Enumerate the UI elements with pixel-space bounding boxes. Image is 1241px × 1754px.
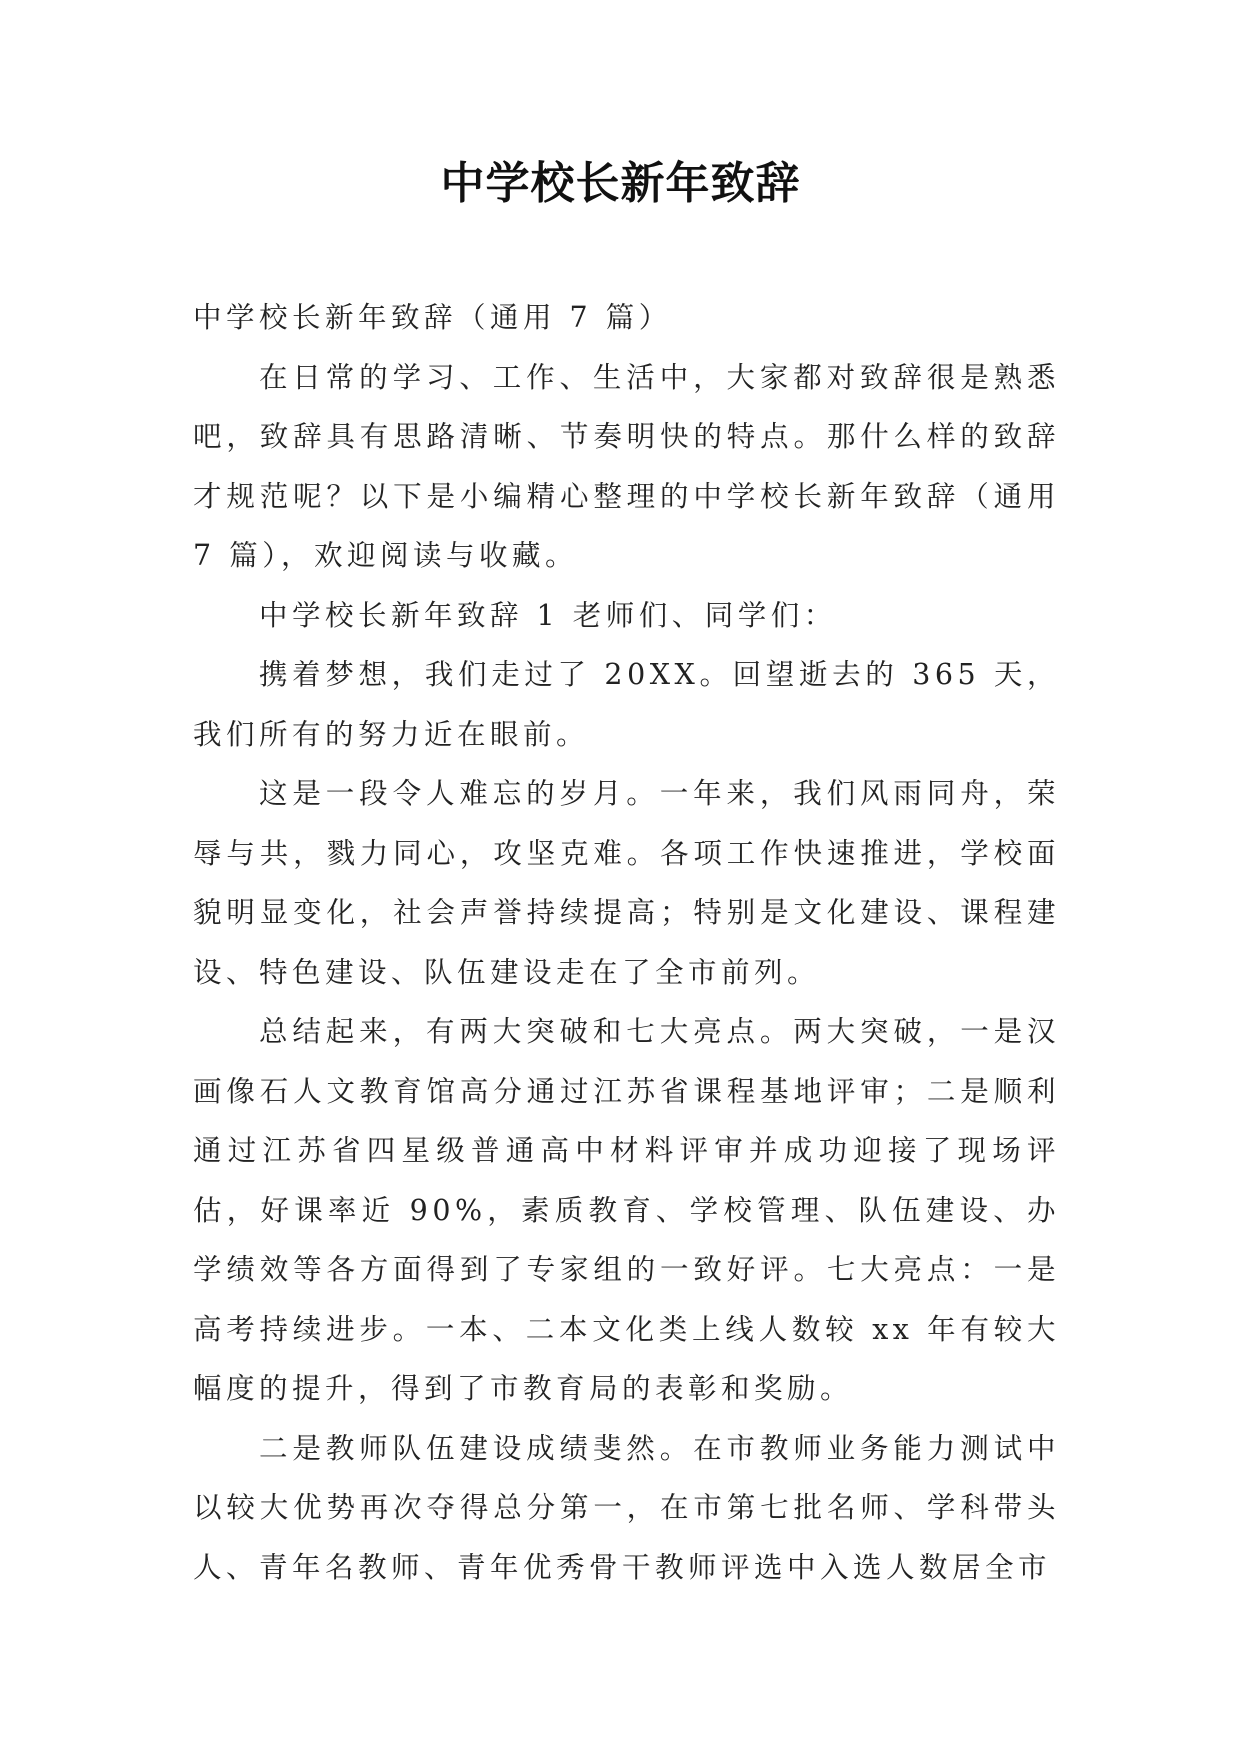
paragraph: 二是教师队伍建设成绩斐然。在市教师业务能力测试中以较大优势再次夺得总分第一，在市第七批名师、学科带头人、青年名教师、青年优秀骨干教师评选中入选人数居全市	[193, 1431, 1060, 1584]
paragraph: 总结起来，有两大突破和七大亮点。两大突破，一是汉画像石人文教育馆高分通过江苏省课程基地评审；二是顺利通过江苏省四星级普通高中材料评审并成功迎接了现场评估，好课率近 90%，素质教育、学校管理、队伍建设、办学绩效等各方面得到了专家组的一致好评。七大亮点：一是高考持续进步。一本、二本文化类上线人数较 xx 年有较大幅度的提升，得到了市教育局的表彰和奖励。	[193, 1015, 1060, 1405]
paragraph-intro: 在日常的学习、工作、生活中，大家都对致辞很是熟悉吧，致辞具有思路清晰、节奏明快的特点。那什么样的致辞才规范呢？以下是小编精心整理的中学校长新年致辞（通用 7 篇），欢迎阅读与收藏。	[193, 360, 1060, 572]
document-body	[193, 288, 1060, 1597]
paragraph: 携着梦想，我们走过了 20XX。回望逝去的 365 天，我们所有的努力近在眼前。	[193, 658, 1060, 751]
paragraph: 这是一段令人难忘的岁月。一年来，我们风雨同舟，荣辱与共，戮力同心，攻坚克难。各项工作快速推进，学校面貌明显变化，社会声誉持续提高；特别是文化建设、课程建设、特色建设、队伍建设走在了全市前列。	[193, 777, 1060, 989]
paragraph-subtitle: 中学校长新年致辞（通用 7 篇）	[193, 301, 672, 334]
paragraph-greeting: 中学校长新年致辞 1 老师们、同学们：	[259, 598, 837, 632]
document-title: 中学校长新年致辞	[440, 158, 801, 209]
